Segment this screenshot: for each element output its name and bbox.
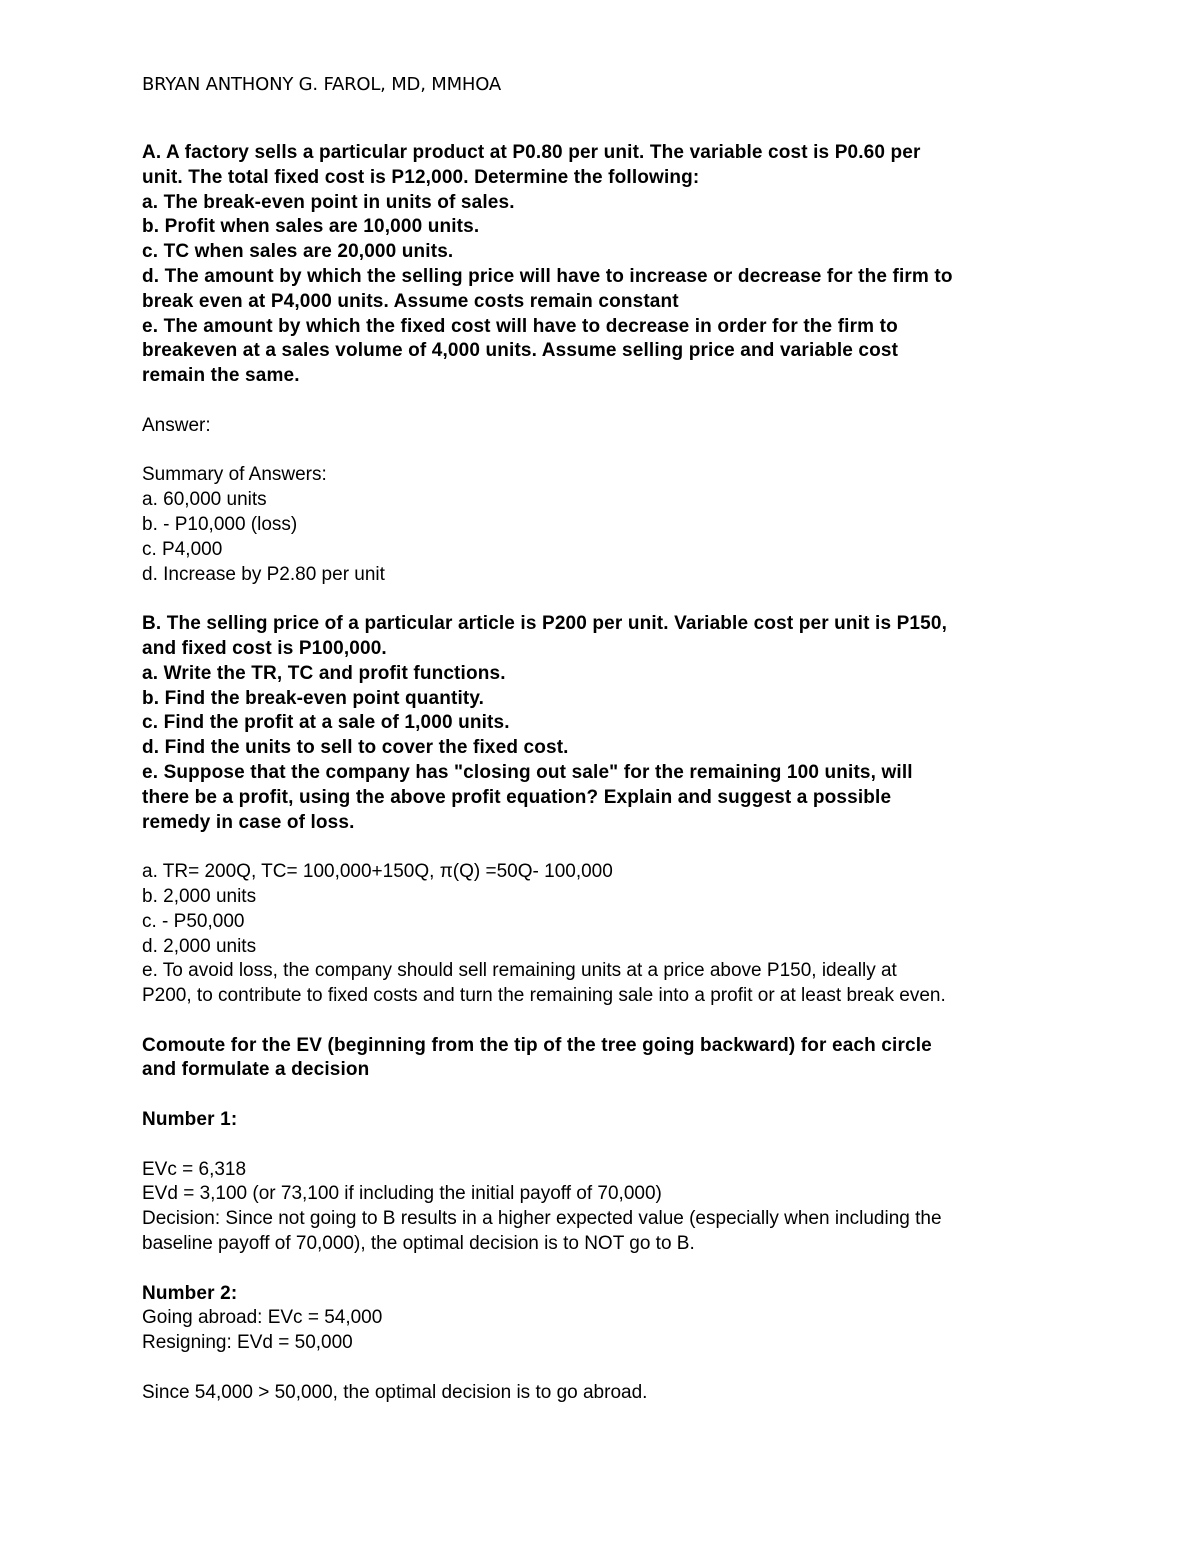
section-a-question-line: A. A factory sells a particular product at P0.80 per unit. The variable cost is P0.60 per (142, 142, 921, 163)
number-2-line: Going abroad: EVc = 54,000 (142, 1307, 383, 1329)
section-a-summary (142, 463, 1067, 587)
section-a-question-line: e. The amount by which the fixed cost will have to decrease in order for the firm to (142, 315, 898, 337)
section-b-question-line: b. Find the break-even point quantity. (142, 687, 485, 709)
section-b-answer-line: c. - P50,000 (142, 910, 245, 932)
section-b-answer-line: d. 2,000 units (142, 935, 257, 957)
summary-item: b. - P10,000 (loss) (142, 513, 298, 535)
spacer (142, 1356, 1067, 1381)
section-b-answer-line: e. To avoid loss, the company should sell remaining units at a price above P150, ideally at (142, 960, 897, 982)
spacer (142, 587, 1067, 612)
number-2-label: Number 2: (142, 1282, 238, 1304)
section-b-question-line: and fixed cost is P100,000. (142, 637, 387, 659)
spacer (142, 1009, 1067, 1034)
number-1-answers (142, 1158, 1067, 1257)
number-1-line: baseline payoff of 70,000), the optimal decision is to NOT go to B. (142, 1233, 695, 1255)
section-a-question-line: remain the same. (142, 365, 300, 387)
number-1-line: Decision: Since not going to B results in a higher expected value (especially when including the (142, 1208, 942, 1230)
section-b-answer-line: a. TR= 200Q, TC= 100,000+150Q, π(Q) =50Q- 100,000 (142, 861, 613, 883)
ev-heading (142, 1034, 1067, 1084)
section-a-question-line: a. The break-even point in units of sales. (142, 191, 515, 213)
spacer (142, 1257, 1067, 1282)
summary-item: c. P4,000 (142, 538, 223, 560)
section-b-answer-line: b. 2,000 units (142, 885, 257, 907)
document-body (142, 141, 1067, 1406)
section-a-question-line: b. Profit when sales are 10,000 units. (142, 216, 480, 238)
author-header: BRYAN ANTHONY G. FAROL, MD, MMHOA (142, 74, 502, 95)
spacer (142, 439, 1067, 464)
ev-heading-line: and formulate a decision (142, 1059, 370, 1081)
section-a-question-line: breakeven at a sales volume of 4,000 units. Assume selling price and variable cost (142, 340, 899, 362)
spacer (142, 835, 1067, 860)
summary-item: a. 60,000 units (142, 489, 267, 511)
section-a-question (142, 141, 1067, 389)
summary-item: d. Increase by P2.80 per unit (142, 563, 385, 585)
number-1-line: EVc = 6,318 (142, 1158, 247, 1180)
spacer (142, 1133, 1067, 1158)
section-b-question-line: c. Find the profit at a sale of 1,000 units. (142, 712, 510, 734)
section-a-question-line: unit. The total fixed cost is P12,000. Determine the following: (142, 166, 700, 188)
spacer (142, 389, 1067, 414)
number-2-line: Resigning: EVd = 50,000 (142, 1332, 353, 1354)
section-b-question-line: remedy in case of loss. (142, 811, 355, 833)
section-b-answer-line: P200, to contribute to fixed costs and turn the remaining sale into a profit or at least break even. (142, 985, 946, 1007)
section-b-question-line: there be a profit, using the above profit equation? Explain and suggest a possible (142, 786, 892, 808)
section-a-question-line: c. TC when sales are 20,000 units. (142, 241, 454, 263)
answer-label: Answer: (142, 414, 211, 436)
section-b-answers (142, 860, 1067, 1009)
section-a-question-line: break even at P4,000 units. Assume costs remain constant (142, 290, 679, 312)
section-b-question (142, 612, 1067, 835)
summary-label: Summary of Answers: (142, 464, 327, 486)
spacer (142, 1083, 1067, 1108)
number-1-label: Number 1: (142, 1109, 238, 1131)
section-b-question-line: B. The selling price of a particular article is P200 per unit. Variable cost per unit is P150, (142, 613, 947, 635)
number-1-line: EVd = 3,100 (or 73,100 if including the initial payoff of 70,000) (142, 1183, 662, 1205)
section-a-question-line: d. The amount by which the selling price will have to increase or decrease for the firm to (142, 265, 953, 287)
section-b-question-line: d. Find the units to sell to cover the fixed cost. (142, 737, 569, 759)
ev-heading-line: Comoute for the EV (beginning from the tip of the tree going backward) for each circle (142, 1034, 932, 1056)
section-b-question-line: a. Write the TR, TC and profit functions. (142, 662, 506, 684)
number-2-conclusion: Since 54,000 > 50,000, the optimal decision is to go abroad. (142, 1381, 648, 1403)
section-b-question-line: e. Suppose that the company has "closing out sale" for the remaining 100 units, will (142, 761, 913, 783)
number-2-answers (142, 1306, 1067, 1356)
